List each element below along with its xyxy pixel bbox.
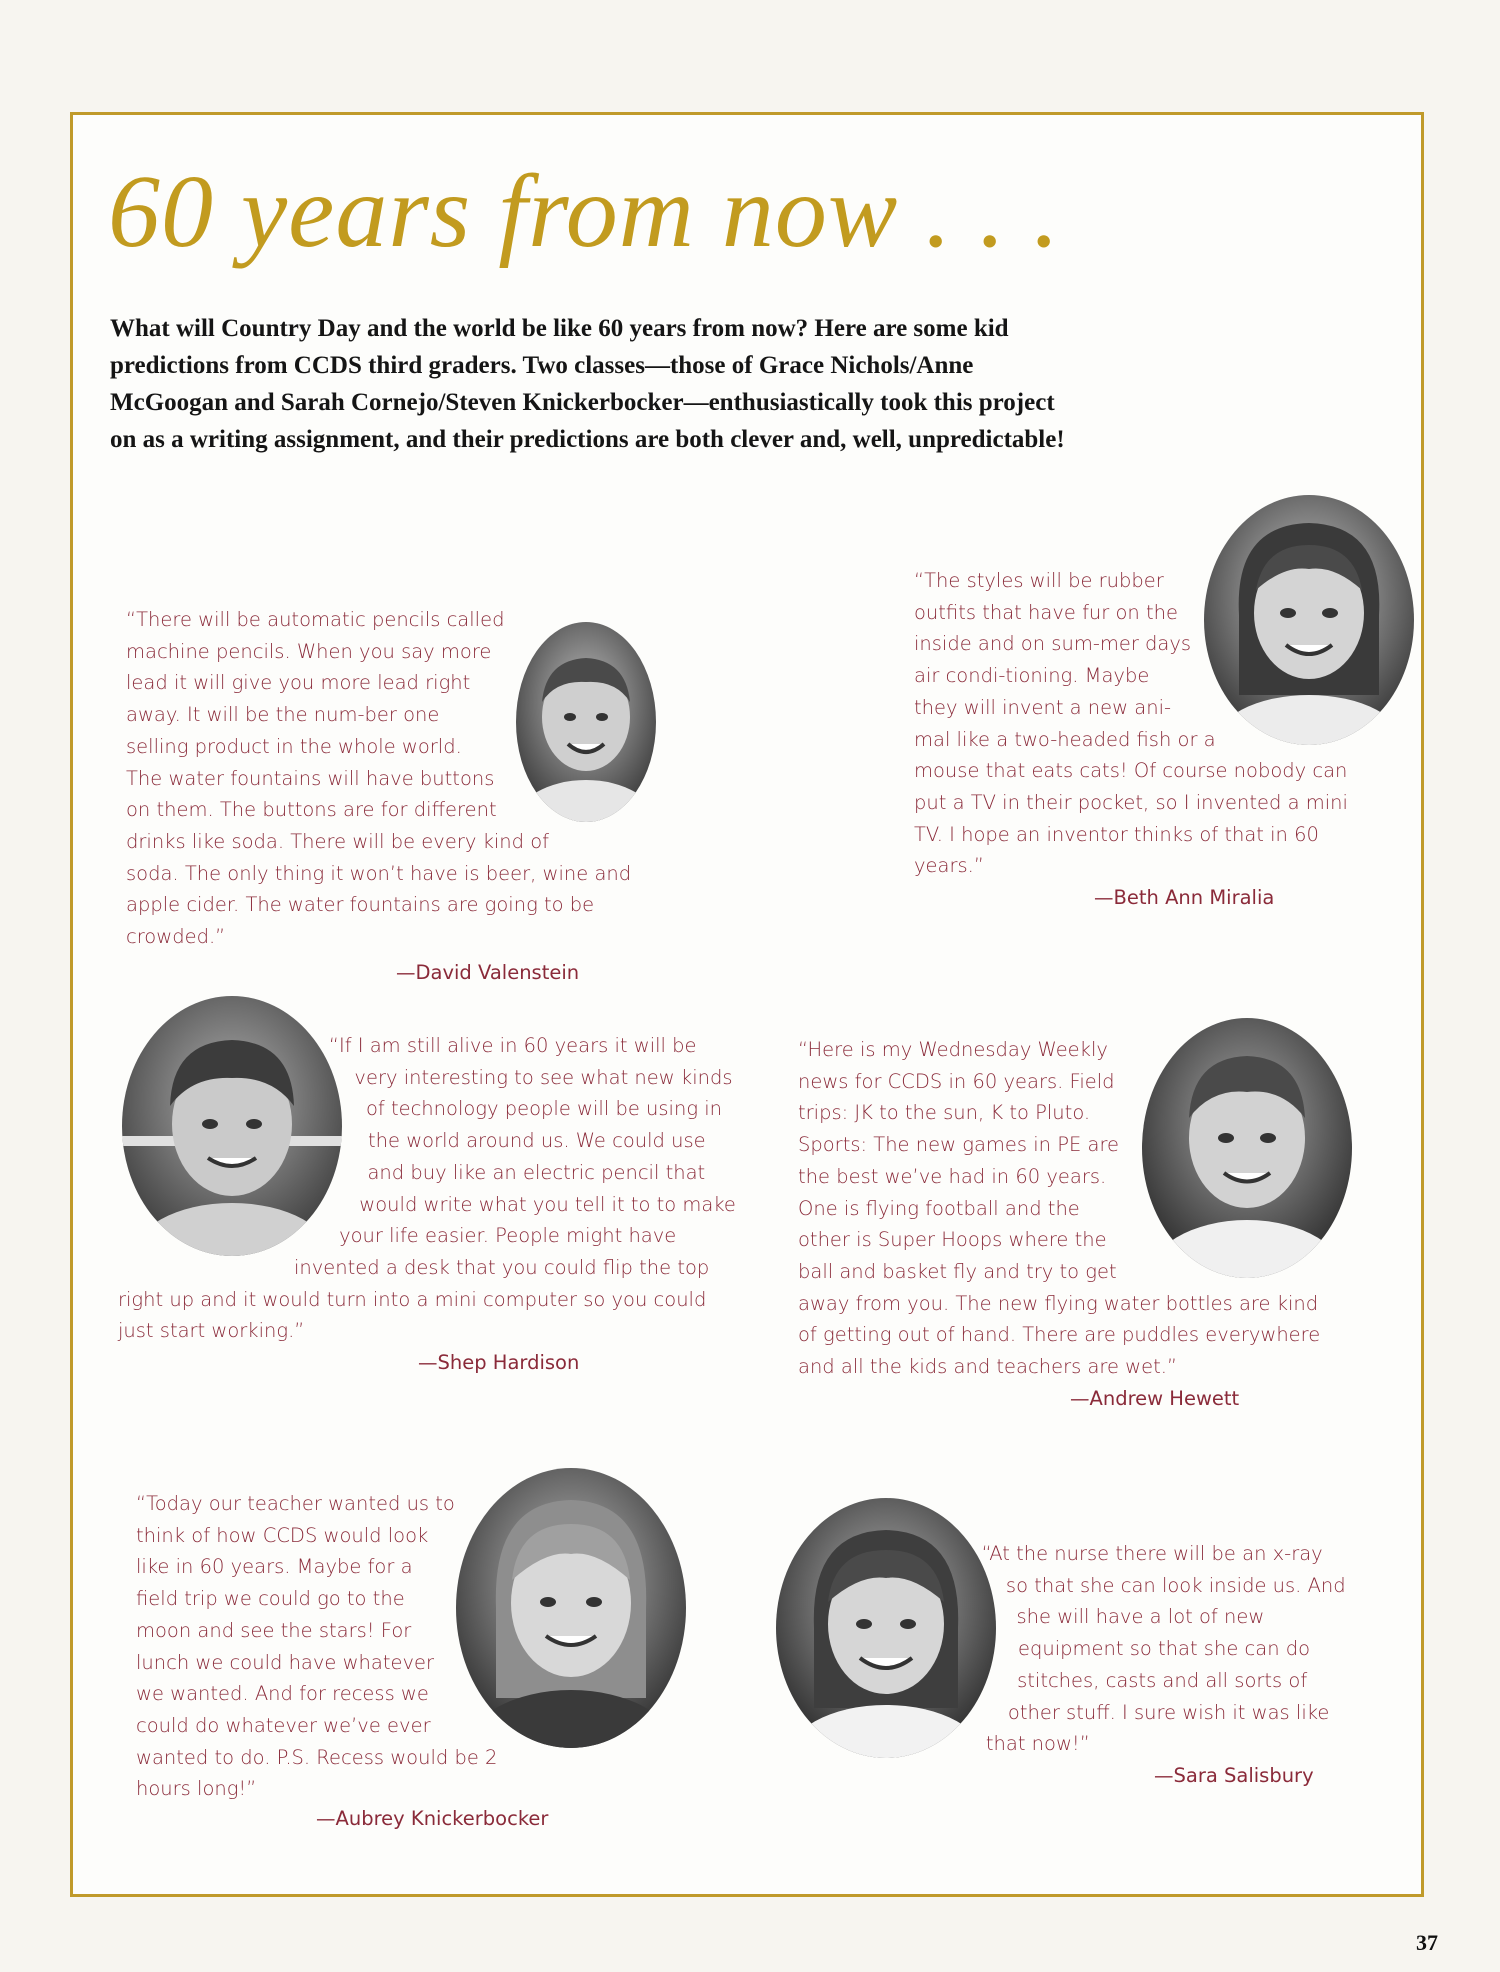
quote-author: —Aubrey Knickerbocker xyxy=(316,1807,549,1831)
quote-text: “The styles will be rubber outfits that have fur on the inside and on sum-mer days air condi-tioning. Maybe they will invent a new ani-mal like a two-headed fish or a mouse that eats cats! Of course nobody can put a TV in their pocket, so I invented a mini TV. I hope an inventor thinks of that in 60 years.” xyxy=(914,569,1348,878)
boy-portrait-icon xyxy=(122,996,342,1256)
quote-text: “Today our teacher wanted us to think of how CCDS would look like in 60 years. Maybe for a field trip we could go to the moon and see the stars! For lunch we could have whatever we wanted. And for recess we could do whatever we’ve ever wanted to do. P.S. Recess would be 2 hours long!” xyxy=(136,1492,498,1801)
photo-shep-hardison xyxy=(122,996,342,1256)
page-number: 37 xyxy=(1416,1930,1438,1955)
photo-david-valenstein xyxy=(516,622,656,822)
quote-sara-salisbury xyxy=(780,1538,1350,1791)
quote-text: “If I am still alive in 60 years it will be very interesting to see what new kinds of technology people will be using in the world around us. We could use and buy like an electric pencil that would write what you tell it to to make your life easier. People might have invented a desk that you could flip the top right up and it would turn into a mini computer so you could just start working.” xyxy=(118,1034,736,1343)
quote-author: —Shep Hardison xyxy=(418,1351,580,1375)
quote-author: —David Valenstein xyxy=(396,960,580,984)
quote-author: —Andrew Hewett xyxy=(1070,1386,1240,1410)
page-title: 60 years from now . . . xyxy=(108,154,1061,269)
girl-portrait-icon xyxy=(456,1468,686,1748)
photo-aubrey-knickerbocker xyxy=(456,1468,686,1748)
quote-author: —Beth Ann Miralia xyxy=(1094,886,1275,910)
boy-portrait-icon xyxy=(516,622,656,822)
quote-text: “There will be automatic pencils called machine pencils. When you say more lead it will give you more lead right away. It will be the num-ber one selling product in the whole world. The water fountains will have buttons on them. The buttons are for different drinks like soda. There will be every kind of soda. The only thing it won’t have is beer, wine and apple cider. The water fountains are going to be crowded.” xyxy=(126,608,632,949)
quote-david-valenstein xyxy=(126,604,646,988)
quote-beth-ann-miralia xyxy=(914,565,1374,913)
quote-author: —Sara Salisbury xyxy=(1154,1763,1314,1787)
quote-text: “At the nurse there will be an x-ray so that she can look inside us. And she will have a lot of new equipment so that she can do stitches, casts and all sorts of other stuff. I sure wish it was like that now!” xyxy=(981,1542,1346,1756)
girl-portrait-icon xyxy=(1204,495,1414,745)
intro-paragraph: What will Country Day and the world be like 60 years from now? Here are some kid predictions from CCDS third graders. Two classes—those of Grace Nichols/Anne McGoogan and Sarah Cornejo/Steven Knickerbocker—enthusiastically took this project on as a writing assignment, and their predictions are both clever and, well, unpredictable! xyxy=(110,315,1065,453)
girl-portrait-icon xyxy=(776,1498,996,1758)
boy-portrait-icon xyxy=(1142,1018,1352,1278)
quote-text: “Here is my Wednesday Weekly news for CCDS in 60 years. Field trips: JK to the sun, K to Pluto. Sports: The new games in PE are the best we’ve had in 60 years. One is flying football and the other is Super Hoops where the ball and basket fly and try to get away from you. The new flying water bottles are kind of getting out of hand. There are puddles everywhere and all the kids and teachers are wet.” xyxy=(798,1038,1321,1379)
quote-shep-hardison xyxy=(118,1030,738,1378)
photo-sara-salisbury xyxy=(776,1498,996,1758)
photo-andrew-hewett xyxy=(1142,1018,1352,1278)
photo-beth-ann-miralia xyxy=(1204,495,1414,745)
quote-andrew-hewett xyxy=(798,1034,1338,1414)
quote-aubrey-knickerbocker xyxy=(136,1488,676,1834)
